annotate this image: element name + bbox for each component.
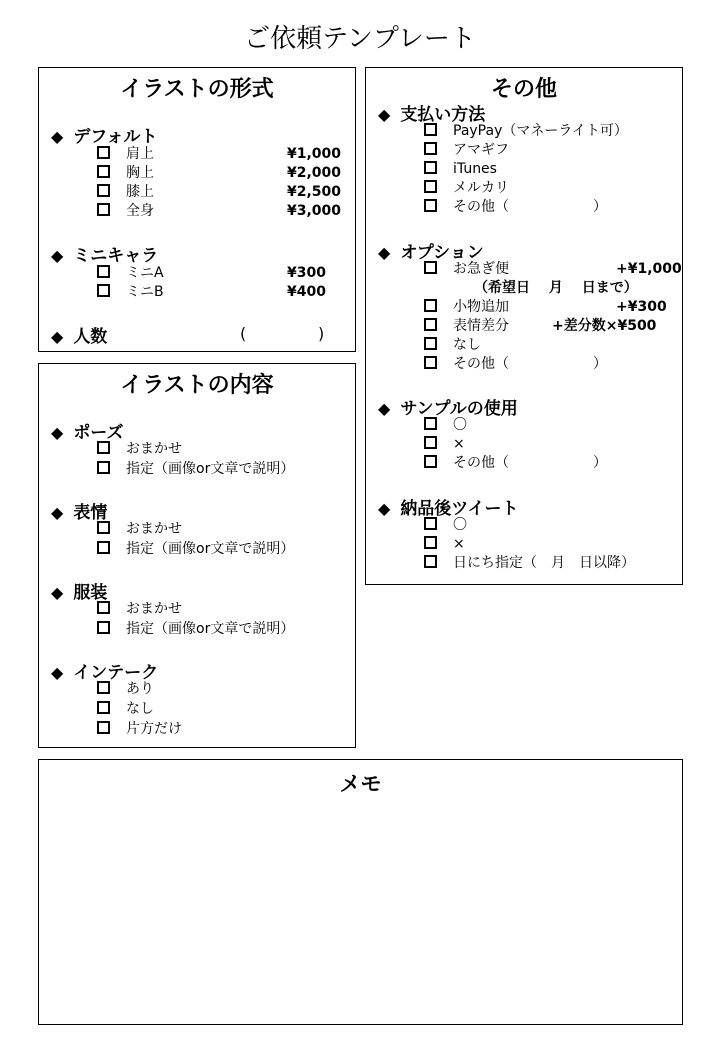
diamond-icon: ◆ xyxy=(51,327,64,346)
section-intake: ◆ インテーク xyxy=(51,663,159,683)
checkbox-icon[interactable] xyxy=(97,146,110,159)
checkbox-icon[interactable] xyxy=(424,536,437,549)
price-option-rush: +¥1,000 xyxy=(616,261,682,277)
checkbox-item-pose-1[interactable]: 指定（画像or文章で説明） xyxy=(97,460,294,479)
checkbox-icon[interactable] xyxy=(424,123,437,136)
checkbox-item-sample-1[interactable]: × xyxy=(424,435,465,454)
section-payment: ◆ 支払い方法 xyxy=(378,105,486,125)
checkbox-icon[interactable] xyxy=(97,621,110,634)
section-outfit: ◆ 服装 xyxy=(51,583,108,603)
diamond-icon: ◆ xyxy=(378,105,391,124)
checkbox-item-default-0[interactable]: 肩上 xyxy=(97,145,154,164)
checkbox-item-default-3[interactable]: 全身 xyxy=(97,202,154,221)
checkbox-icon[interactable] xyxy=(424,318,437,331)
checkbox-icon[interactable] xyxy=(97,541,110,554)
checkbox-icon[interactable] xyxy=(424,517,437,530)
page-title: ご依頼テンプレート xyxy=(244,24,476,54)
checkbox-item-intake-1[interactable]: なし xyxy=(97,700,154,719)
checkbox-item-pose-0[interactable]: おまかせ xyxy=(97,440,182,459)
section-tweet: ◆ 納品後ツイート xyxy=(378,499,519,519)
checkbox-item-expression-1[interactable]: 指定（画像or文章で説明） xyxy=(97,540,294,559)
checkbox-icon[interactable] xyxy=(424,356,437,369)
section-default: ◆ デフォルト xyxy=(51,127,158,147)
checkbox-item-tweet-1[interactable]: × xyxy=(424,535,465,554)
checkbox-icon[interactable] xyxy=(424,299,437,312)
diamond-icon: ◆ xyxy=(51,246,64,265)
checkbox-icon[interactable] xyxy=(424,337,437,350)
diamond-icon: ◆ xyxy=(378,243,391,262)
checkbox-icon[interactable] xyxy=(97,441,110,454)
price-default-2: ¥2,500 xyxy=(287,184,342,200)
checkbox-item-option-none[interactable]: なし xyxy=(424,336,481,355)
checkbox-icon[interactable] xyxy=(97,701,110,714)
checkbox-icon[interactable] xyxy=(424,180,437,193)
checkbox-icon[interactable] xyxy=(424,161,437,174)
checkbox-icon[interactable] xyxy=(97,681,110,694)
price-default-1: ¥2,000 xyxy=(287,165,342,181)
checkbox-icon[interactable] xyxy=(424,455,437,468)
diamond-icon: ◆ xyxy=(51,583,64,602)
section-people: ◆ 人数 xyxy=(51,327,108,347)
checkbox-item-tweet-0[interactable]: 〇 xyxy=(424,516,467,535)
checkbox-item-default-1[interactable]: 胸上 xyxy=(97,164,154,183)
checkbox-item-payment-3[interactable]: メルカリ xyxy=(424,179,509,198)
checkbox-icon[interactable] xyxy=(97,601,110,614)
diamond-icon: ◆ xyxy=(51,503,64,522)
checkbox-item-intake-2[interactable]: 片方だけ xyxy=(97,720,182,739)
people-paren-close[interactable]: ) xyxy=(318,324,325,343)
diamond-icon: ◆ xyxy=(378,499,391,518)
price-default-0: ¥1,000 xyxy=(287,146,342,162)
checkbox-icon[interactable] xyxy=(97,165,110,178)
checkbox-icon[interactable] xyxy=(424,261,437,274)
checkbox-icon[interactable] xyxy=(97,203,110,216)
checkbox-item-expression-0[interactable]: おまかせ xyxy=(97,520,182,539)
other-box xyxy=(365,67,683,585)
diamond-icon: ◆ xyxy=(51,663,64,682)
checkbox-item-option-other[interactable]: その他（ ） xyxy=(424,355,607,374)
checkbox-icon[interactable] xyxy=(424,436,437,449)
checkbox-icon[interactable] xyxy=(424,199,437,212)
format-box xyxy=(38,67,356,352)
price-default-3: ¥3,000 xyxy=(287,203,342,219)
section-options: ◆ オプション xyxy=(378,243,484,263)
checkbox-icon[interactable] xyxy=(97,721,110,734)
checkbox-item-mini-0[interactable]: ミニA xyxy=(97,264,164,283)
checkbox-item-payment-2[interactable]: iTunes xyxy=(424,160,497,179)
section-expression: ◆ 表情 xyxy=(51,503,108,523)
memo-title: メモ xyxy=(339,772,382,796)
people-paren-open[interactable]: ( xyxy=(240,324,247,343)
checkbox-item-mini-1[interactable]: ミニB xyxy=(97,283,164,302)
checkbox-item-sample-0[interactable]: 〇 xyxy=(424,416,467,435)
checkbox-icon[interactable] xyxy=(97,461,110,474)
price-option-accessory: +¥300 xyxy=(616,299,667,315)
checkbox-item-option-rush[interactable]: お急ぎ便 xyxy=(424,260,509,279)
checkbox-icon[interactable] xyxy=(424,417,437,430)
price-option-face-diff: +差分数×¥500 xyxy=(552,318,657,334)
content-box-title: イラストの内容 xyxy=(120,373,274,398)
checkbox-item-outfit-0[interactable]: おまかせ xyxy=(97,600,182,619)
checkbox-icon[interactable] xyxy=(97,184,110,197)
diamond-icon: ◆ xyxy=(378,399,391,418)
format-box-title: イラストの形式 xyxy=(120,77,274,102)
price-mini-0: ¥300 xyxy=(287,265,326,281)
price-mini-1: ¥400 xyxy=(287,284,326,300)
diamond-icon: ◆ xyxy=(51,423,64,442)
checkbox-item-outfit-1[interactable]: 指定（画像or文章で説明） xyxy=(97,620,294,639)
memo-box[interactable] xyxy=(38,759,683,1025)
checkbox-item-option-accessory[interactable]: 小物追加 xyxy=(424,298,509,317)
checkbox-icon[interactable] xyxy=(97,265,110,278)
content-box xyxy=(38,363,356,748)
section-pose: ◆ ポーズ xyxy=(51,423,124,443)
checkbox-item-sample-2[interactable]: その他（ ） xyxy=(424,454,607,473)
section-mini: ◆ ミニキャラ xyxy=(51,246,159,266)
checkbox-item-tweet-2[interactable]: 日にち指定（ 月 日以降） xyxy=(424,554,635,573)
section-sample: ◆ サンプルの使用 xyxy=(378,399,518,419)
checkbox-item-default-2[interactable]: 膝上 xyxy=(97,183,154,202)
checkbox-icon[interactable] xyxy=(97,521,110,534)
checkbox-icon[interactable] xyxy=(97,284,110,297)
other-box-title: その他 xyxy=(490,77,557,102)
checkbox-item-option-face-diff[interactable]: 表情差分 xyxy=(424,317,509,336)
rush-deadline-note[interactable]: （希望日 月 日まで） xyxy=(474,280,638,296)
checkbox-item-payment-4[interactable]: その他（ ） xyxy=(424,198,607,217)
checkbox-item-payment-1[interactable]: アマギフ xyxy=(424,141,509,160)
diamond-icon: ◆ xyxy=(51,127,64,146)
checkbox-item-payment-0[interactable]: PayPay（マネーライト可） xyxy=(424,122,628,141)
checkbox-item-intake-0[interactable]: あり xyxy=(97,680,154,699)
checkbox-icon[interactable] xyxy=(424,142,437,155)
checkbox-icon[interactable] xyxy=(424,555,437,568)
